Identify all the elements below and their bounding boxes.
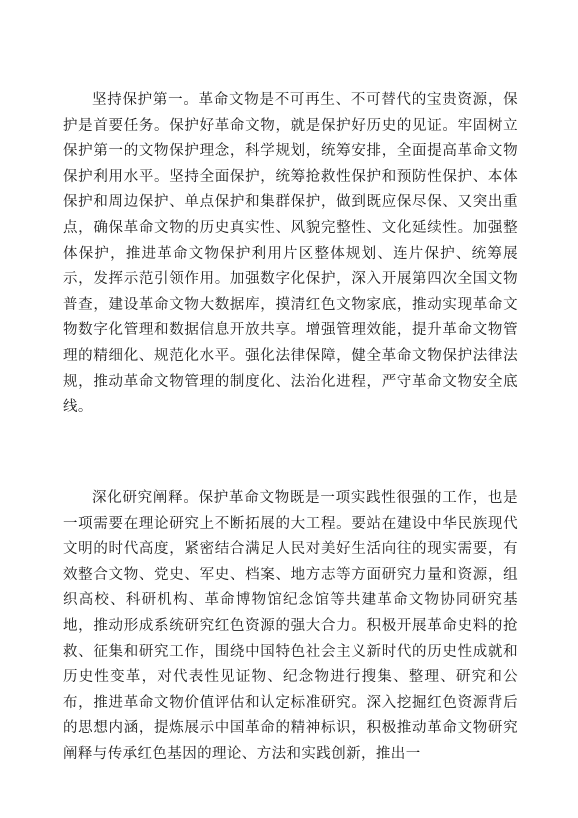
paragraph-research-interpretation: 深化研究阐释。保护革命文物既是一项实践性很强的工作，也是一项需要在理论研究上不断拓展的大工程。要站在建设中华民族现代文明的时代高度，紧密结合满足人民对美好生活向往的现实需要，有效整合文物、党史、军史、档案、地方志等方面研究力量和资源，组织高校、科研机构、革命博物馆纪念馆等共建革命文物协同研究基地，推动形成系统研究红色资源的强大合力。积极开展革命史料的抢救、征集和研究工作，围绕中国特色社会主义新时代的历史性成就和历史性变革，对代表性见证物、纪念物进行搜集、整理、研究和公布，推进革命文物价值评估和认定标准研究。深入挖掘红色资源背后的思想内涵，提炼展示中国革命的精神标识，积极推动革命文物研究阐释与传承红色基因的理论、方法和实践创新，推出一 — [63, 490, 518, 762]
paragraph-protection-first: 坚持保护第一。革命文物是不可再生、不可替代的宝贵资源，保护是首要任务。保护好革命文物，就是保护好历史的见证。牢固树立保护第一的文物保护理念，科学规划，统筹安排，全面提高革命文物保护利用水平。坚持全面保护，统筹抢救性保护和预防性保护、本体保护和周边保护、单点保护和集群保护，做到既应保尽保、又突出重点，确保革命文物的历史真实性、风貌完整性、文化延续性。加强整体保护，推进革命文物保护利用片区整体规划、连片保护、统筹展示，发挥示范引领作用。加强数字化保护，深入开展第四次全国文物普查，建设革命文物大数据库，摸清红色文物家底，推动实现革命文物数字化管理和数据信息开放共享。增强管理效能，提升革命文物管理的精细化、规范化水平。强化法律保障，健全革命文物保护法律法规，推动革命文物管理的制度化、法治化进程，严守革命文物安全底线。 — [63, 92, 518, 416]
